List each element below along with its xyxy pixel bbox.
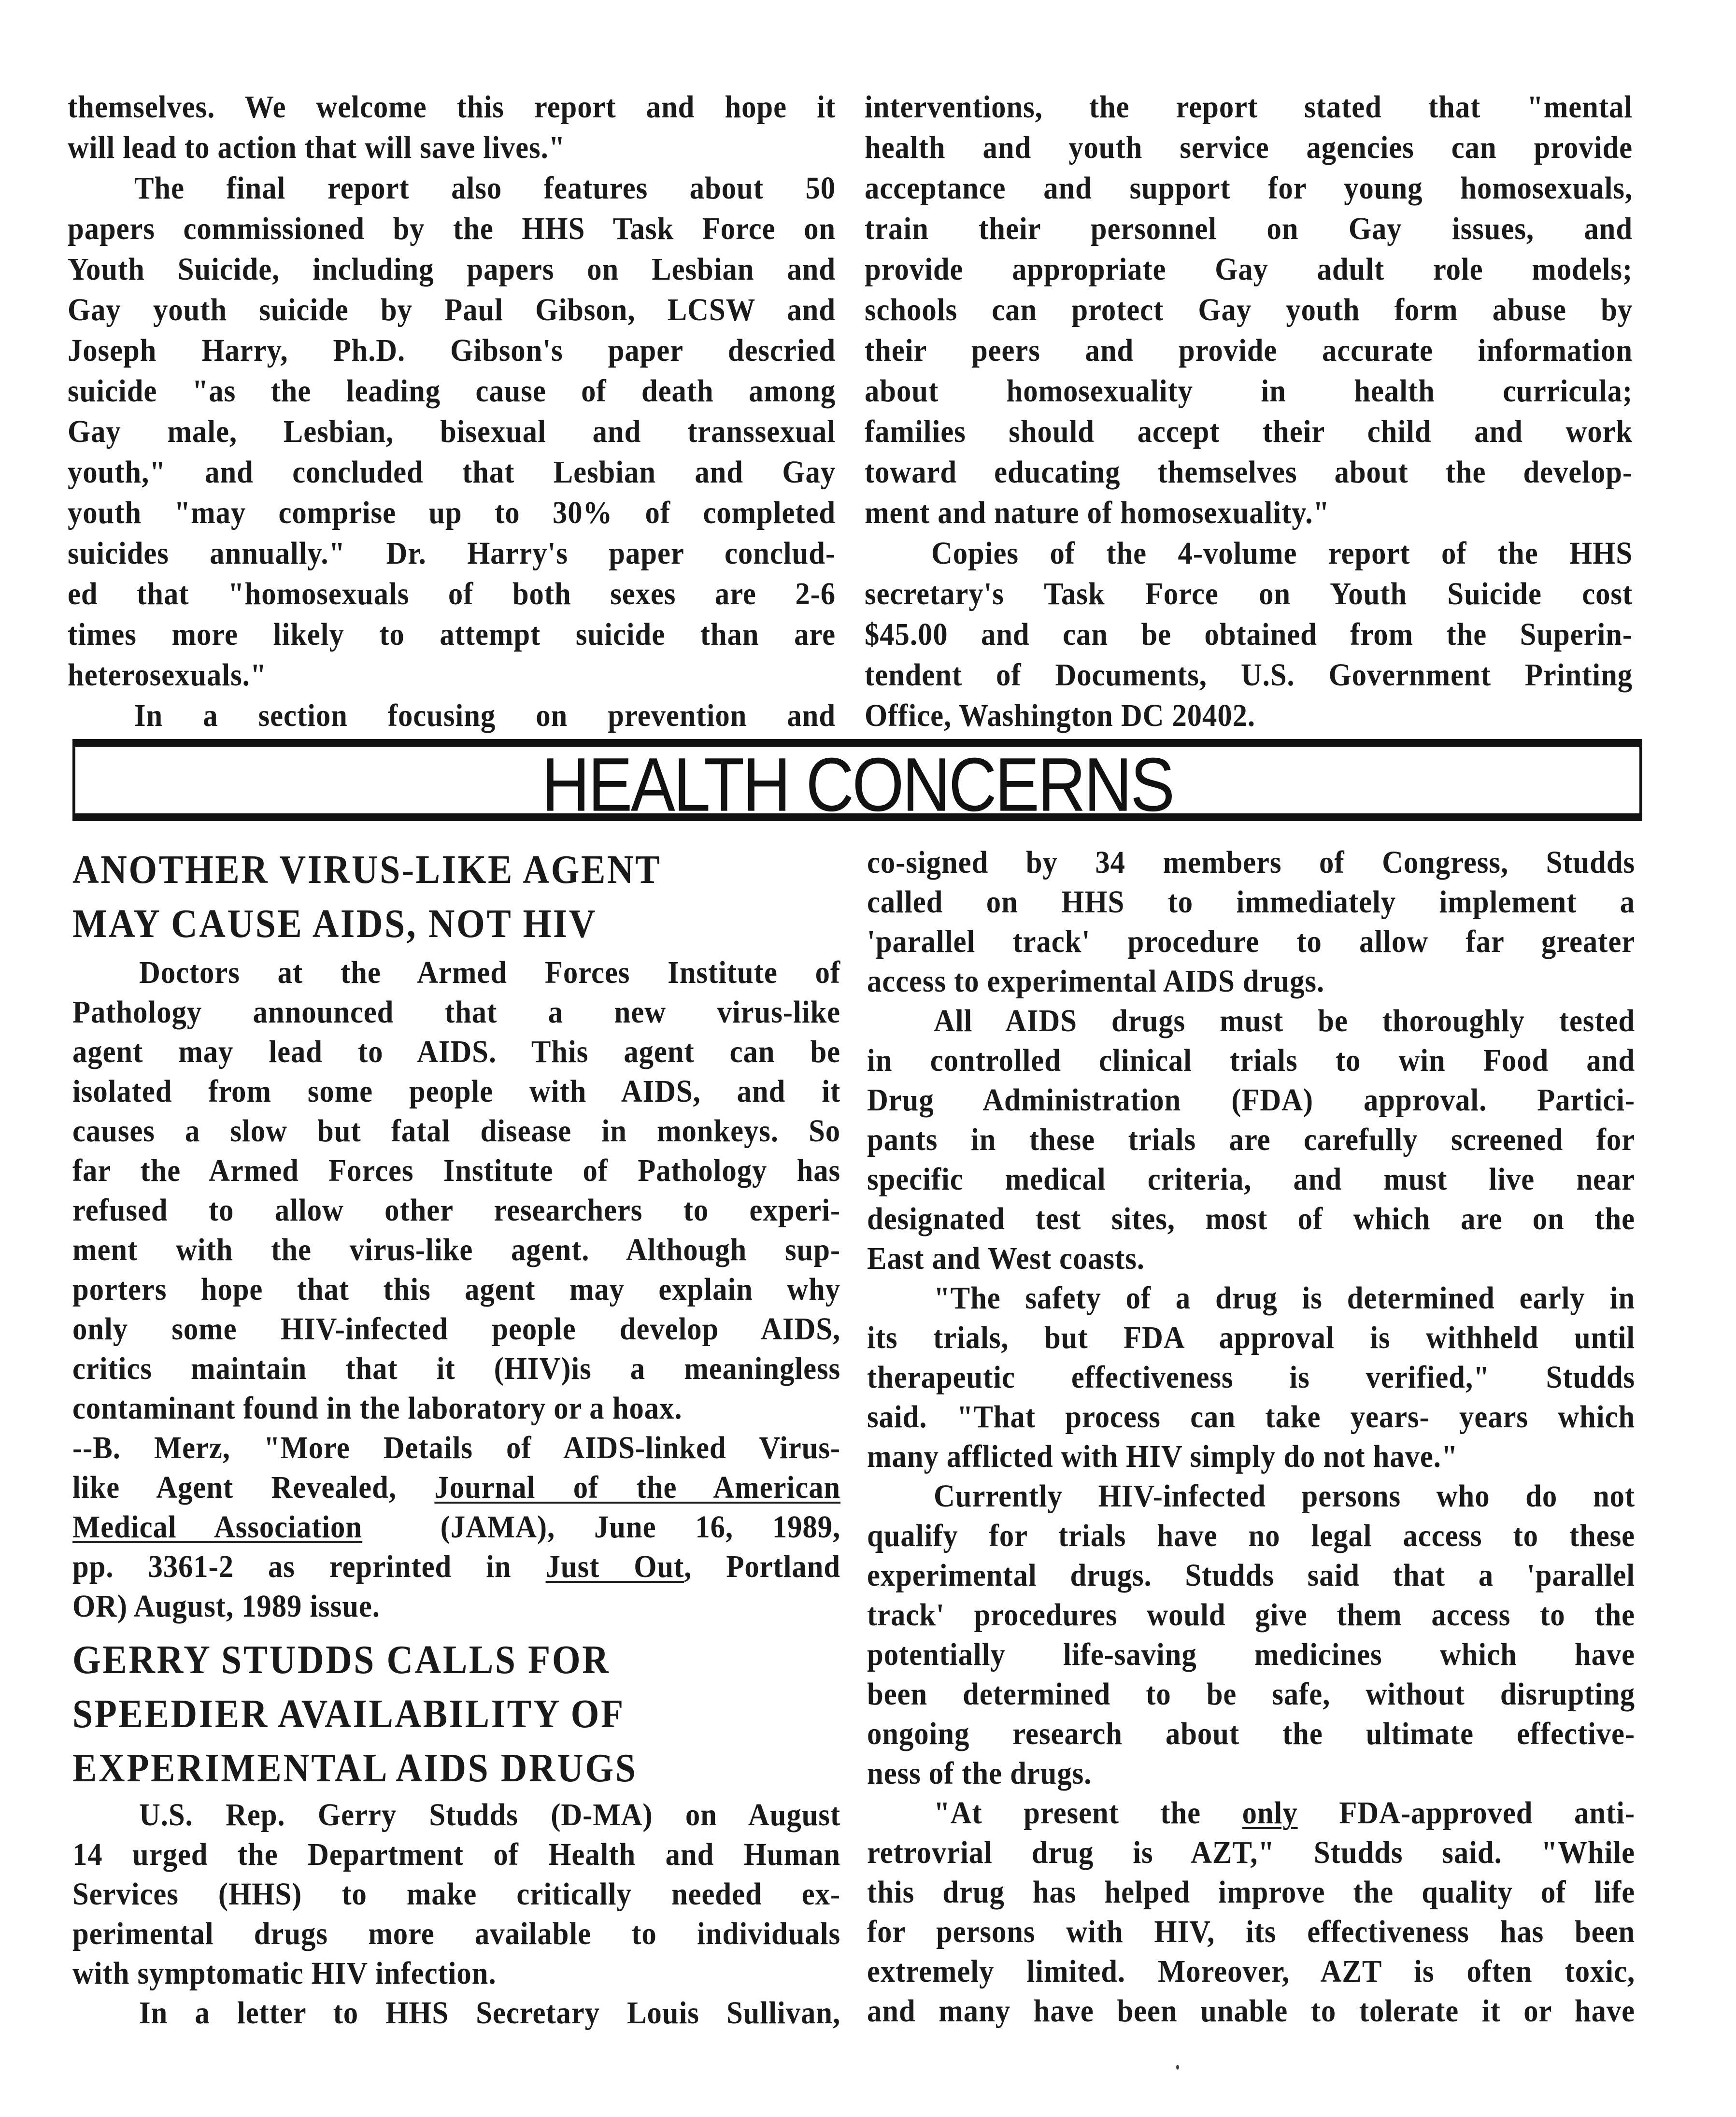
- citation-text: pp. 3361-2 as reprinted in: [72, 1549, 546, 1584]
- text-line: interventions, the report stated that "mental: [865, 89, 1633, 125]
- text-line: Pathology announced that a new virus-like: [72, 995, 841, 1030]
- text-line: designated test sites, most of which are on the: [867, 1201, 1636, 1236]
- top-right-column: [865, 87, 1633, 736]
- text-line: in controlled clinical trials to win Food and: [867, 1043, 1636, 1078]
- text-line: specific medical criteria, and must live near: [867, 1162, 1636, 1197]
- text-line: youth "may comprise up to 30% of completed: [68, 495, 836, 530]
- text-line: train their personnel on Gay issues, and: [865, 211, 1633, 246]
- text-line: acceptance and support for young homosexuals,: [865, 170, 1633, 206]
- citation-text: (JAMA), June 16, 1989,: [362, 1509, 841, 1545]
- text-line: isolated from some people with AIDS, and it: [72, 1074, 841, 1109]
- text-line: $45.00 and can be obtained from the Superin-: [865, 617, 1633, 652]
- text-line: suicides annually." Dr. Harry's paper conclud-: [68, 536, 836, 571]
- text-line: In a letter to HHS Secretary Louis Sullivan,: [139, 1995, 841, 2031]
- text-line: pants in these trials are carefully screened for: [867, 1122, 1636, 1157]
- text-line: provide appropriate Gay adult role models;: [865, 252, 1633, 287]
- article-headline: GERRY STUDDS CALLS FOR: [72, 1637, 611, 1682]
- citation: [72, 1428, 840, 1626]
- text-line: youth," and concluded that Lesbian and Gay: [68, 455, 836, 490]
- text-line: qualify for trials have no legal access to these: [867, 1518, 1636, 1553]
- text-line: toward educating themselves about the develop-: [865, 455, 1633, 490]
- text-line: Joseph Harry, Ph.D. Gibson's paper descried: [68, 333, 836, 368]
- text-line: access to experimental AIDS drugs.: [867, 964, 1325, 999]
- section-banner: [72, 739, 1642, 827]
- text-line: The final report also features about 50: [134, 170, 836, 206]
- text-line: critics maintain that it (HIV)is a meaningless: [72, 1351, 841, 1386]
- text-line: experimental drugs. Studds said that a 'parallel: [867, 1558, 1636, 1593]
- text-line: Drug Administration (FDA) approval. Partici-: [867, 1082, 1636, 1118]
- text-line: perimental drugs more available to individuals: [72, 1916, 841, 1951]
- text-line: secretary's Task Force on Youth Suicide cost: [865, 576, 1633, 611]
- citation-line: OR) August, 1989 issue.: [72, 1589, 380, 1624]
- journal-title: Journal of the American: [434, 1470, 841, 1505]
- citation-text: like Agent Revealed,: [72, 1470, 435, 1505]
- text-line: ongoing research about the ultimate effective-: [867, 1716, 1636, 1751]
- text-line: its trials, but FDA approval is withheld until: [867, 1320, 1636, 1355]
- text-line: called on HHS to immediately implement a: [867, 884, 1636, 920]
- text-line: ness of the drugs.: [867, 1756, 1092, 1791]
- text-line: Youth Suicide, including papers on Lesbian and: [68, 252, 836, 287]
- text-line: been determined to be safe, without disrupting: [867, 1677, 1636, 1712]
- print-speck: [1176, 2065, 1179, 2070]
- article-headline: SPEEDIER AVAILABILITY OF: [72, 1691, 625, 1736]
- text-line: schools can protect Gay youth form abuse by: [865, 292, 1633, 327]
- azt-quote-lines: [867, 1833, 1635, 2031]
- text-line: porters hope that this agent may explain why: [72, 1272, 841, 1307]
- citation-text: , Portland: [684, 1549, 841, 1584]
- emphasis-text: only: [1242, 1795, 1298, 1831]
- text-line: co-signed by 34 members of Congress, Studds: [867, 845, 1636, 880]
- section-title: HEALTH CONCERNS: [541, 741, 1173, 827]
- text-line: and many have been unable to tolerate it or have: [867, 1993, 1636, 2029]
- text-line: will lead to action that will save lives.": [68, 130, 566, 165]
- text-line: ed that "homosexuals of both sexes are 2-6: [68, 576, 836, 611]
- text-line: therapeutic effectiveness is verified," Studds: [867, 1360, 1636, 1395]
- text-line: tendent of Documents, U.S. Government Printing: [865, 657, 1633, 693]
- text-line: refused to allow other researchers to experi-: [72, 1193, 841, 1228]
- bottom-right-column: [867, 843, 1635, 2031]
- body-text: FDA-approved anti-: [1297, 1795, 1636, 1831]
- citation-line: [72, 1468, 840, 1507]
- article-body: [72, 953, 840, 1428]
- text-line: about homosexuality in health curricula;: [865, 373, 1633, 409]
- text-line: Copies of the 4-volume report of the HHS: [931, 536, 1633, 571]
- text-line: 14 urged the Department of Health and Human: [72, 1837, 841, 1872]
- journal-title: Medical Association: [72, 1509, 363, 1545]
- text-line: only some HIV-infected people develop AIDS,: [72, 1311, 841, 1347]
- text-line: Currently HIV-infected persons who do not: [934, 1478, 1636, 1514]
- text-line: families should accept their child and work: [865, 414, 1633, 449]
- text-line: potentially life-saving medicines which have: [867, 1637, 1636, 1672]
- text-line: many afflicted with HIV simply do not have.": [867, 1439, 1458, 1474]
- body-line: [867, 1793, 1635, 1833]
- text-line: All AIDS drugs must be thoroughly tested: [934, 1003, 1636, 1038]
- top-left-column: [68, 87, 836, 736]
- azt-quote-paragraph: [867, 1793, 1635, 2031]
- article-body: [72, 1795, 840, 2033]
- bottom-left-column: [72, 843, 840, 2033]
- text-line: times more likely to attempt suicide than are: [68, 617, 836, 652]
- body-text: "At present the: [934, 1795, 1242, 1831]
- text-line: their peers and provide accurate information: [865, 333, 1633, 368]
- article-body-continued: [867, 843, 1635, 1793]
- text-line: agent may lead to AIDS. This agent can be: [72, 1034, 841, 1069]
- citation-line: --B. Merz, "More Details of AIDS-linked Virus-: [72, 1430, 841, 1465]
- text-line: papers commissioned by the HHS Task Force on: [68, 211, 836, 246]
- article-headline: ANOTHER VIRUS-LIKE AGENT: [72, 847, 662, 892]
- text-line: this drug has helped improve the quality of life: [867, 1875, 1636, 1910]
- article-virus-like-agent: [72, 843, 840, 1626]
- article-headline: MAY CAUSE AIDS, NOT HIV: [72, 901, 598, 946]
- text-line: themselves. We welcome this report and hope it: [68, 89, 836, 125]
- text-line: far the Armed Forces Institute of Pathology has: [72, 1153, 841, 1188]
- text-line: causes a slow but fatal disease in monkeys. So: [72, 1113, 841, 1149]
- text-line: Doctors at the Armed Forces Institute of: [139, 955, 841, 990]
- text-line: 'parallel track' procedure to allow far greater: [867, 924, 1636, 959]
- text-line: suicide "as the leading cause of death among: [68, 373, 836, 409]
- text-line: Services (HHS) to make critically needed ex-: [72, 1876, 841, 1912]
- text-line: In a section focusing on prevention and: [134, 698, 836, 733]
- text-line: Gay youth suicide by Paul Gibson, LCSW and: [68, 292, 836, 327]
- text-line: Gay male, Lesbian, bisexual and transsexual: [68, 414, 836, 449]
- text-line: "The safety of a drug is determined early in: [934, 1280, 1636, 1316]
- text-line: with symptomatic HIV infection.: [72, 1956, 497, 1991]
- text-line: track' procedures would give them access to the: [867, 1597, 1636, 1633]
- article-studds: [72, 1633, 840, 2033]
- article-headline: EXPERIMENTAL AIDS DRUGS: [72, 1746, 638, 1790]
- text-line: retrovrial drug is AZT," Studds said. "While: [867, 1835, 1636, 1870]
- publication-title: Just Out: [545, 1549, 684, 1584]
- text-line: extremely limited. Moreover, AZT is often toxic,: [867, 1954, 1636, 1989]
- text-line: health and youth service agencies can provide: [865, 130, 1633, 165]
- text-line: U.S. Rep. Gerry Studds (D-MA) on August: [139, 1797, 841, 1833]
- text-line: said. "That process can take years- years which: [867, 1399, 1636, 1435]
- citation-line: [72, 1547, 840, 1587]
- text-line: East and West coasts.: [867, 1241, 1145, 1276]
- text-line: contaminant found in the laboratory or a hoax.: [72, 1391, 683, 1426]
- text-line: ment with the virus-like agent. Although sup-: [72, 1232, 841, 1267]
- text-line: ment and nature of homosexuality.": [865, 495, 1330, 530]
- text-line: for persons with HIV, its effectiveness has been: [867, 1914, 1636, 1949]
- text-line: Office, Washington DC 20402.: [865, 698, 1255, 733]
- text-line: heterosexuals.": [68, 657, 267, 693]
- citation-line: [72, 1507, 840, 1547]
